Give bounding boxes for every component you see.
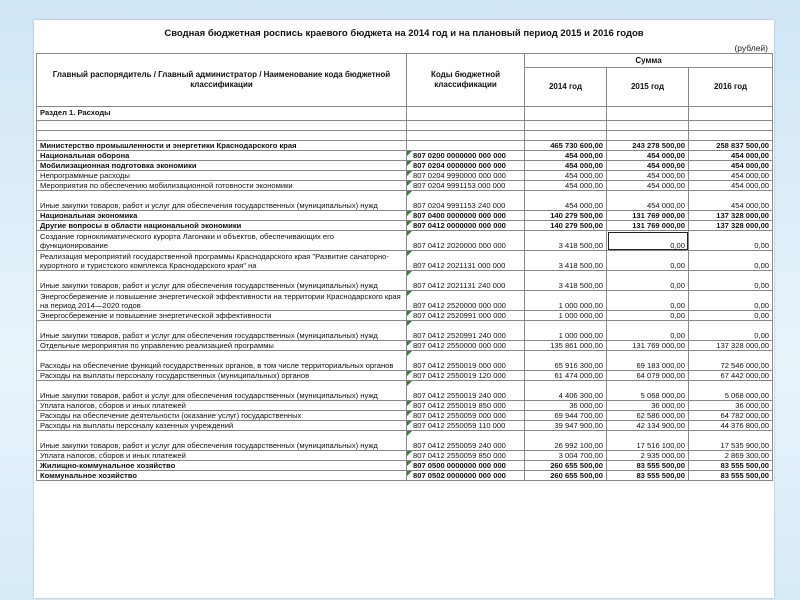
row-value-2015[interactable]: 0,00 bbox=[607, 321, 689, 341]
table-row bbox=[37, 141, 773, 151]
row-value-2016[interactable]: 0,00 bbox=[689, 291, 773, 311]
row-code-cell[interactable]: 807 0412 2550019 240 000 bbox=[407, 381, 525, 401]
row-name-cell[interactable]: Отдельные мероприятия по управлению реализацией программы bbox=[37, 341, 407, 351]
row-value-2015[interactable]: 243 278 500,00 bbox=[607, 141, 689, 151]
header-codes: Коды бюджетной классификации bbox=[407, 54, 525, 107]
row-value-2016[interactable]: 137 328 000,00 bbox=[689, 211, 773, 221]
row-name-cell[interactable]: Иные закупки товаров, работ и услуг для обеспечения государственных (муниципальных) нужд bbox=[37, 191, 407, 211]
row-value-2014[interactable]: 140 279 500,00 bbox=[525, 211, 607, 221]
row-code-cell[interactable]: 807 0200 0000000 000 000 bbox=[407, 151, 525, 161]
row-value-2014[interactable]: 135 861 000,00 bbox=[525, 341, 607, 351]
row-value-2014[interactable]: 3 004 700,00 bbox=[525, 451, 607, 461]
row-value-2015[interactable]: 0,00 bbox=[607, 271, 689, 291]
row-code-cell[interactable]: 807 0204 9991153 000 000 bbox=[407, 181, 525, 191]
table-row bbox=[37, 431, 773, 451]
row-name-cell[interactable]: Энергосбережение и повышение энергетической эффективности bbox=[37, 311, 407, 321]
row-value-2014[interactable]: 3 418 500,00 bbox=[525, 231, 607, 251]
table-row bbox=[37, 221, 773, 231]
table-row bbox=[37, 471, 773, 481]
table-row bbox=[37, 161, 773, 171]
row-name-cell[interactable]: Реализация мероприятий государственной программы Краснодарского края "Развитие санаторно-курортного и туристского комплекса Краснодарского края" на bbox=[37, 251, 407, 271]
row-code-cell[interactable]: 807 0412 2550059 110 000 bbox=[407, 421, 525, 431]
table-row bbox=[37, 211, 773, 221]
row-value-2015[interactable]: 0,00 bbox=[607, 311, 689, 321]
row-value-2016[interactable]: 72 546 000,00 bbox=[689, 351, 773, 371]
row-value-2016[interactable]: 0,00 bbox=[689, 321, 773, 341]
row-name-cell[interactable]: Министерство промышленности и энергетики Краснодарского края bbox=[37, 141, 407, 151]
row-value-2014[interactable]: 260 655 500,00 bbox=[525, 461, 607, 471]
row-name-cell[interactable]: Энергосбережение и повышение энергетической эффективности на территории Краснодарского края на период 2014—2020 годов bbox=[37, 291, 407, 311]
row-name-cell[interactable]: Уплата налогов, сборов и иных платежей bbox=[37, 451, 407, 461]
row-value-2015[interactable]: 0,00 bbox=[607, 231, 689, 251]
row-value-2015[interactable]: 36 000,00 bbox=[607, 401, 689, 411]
row-name-cell[interactable]: Расходы на обеспечение функций государственных органов, в том числе территориальных органов bbox=[37, 351, 407, 371]
row-value-2015[interactable]: 131 769 000,00 bbox=[607, 221, 689, 231]
row-value-2015[interactable]: 69 183 000,00 bbox=[607, 351, 689, 371]
header-year-2015: 2015 год bbox=[607, 68, 689, 107]
row-code-cell[interactable]: 807 0412 2520991 000 000 bbox=[407, 311, 525, 321]
row-value-2015[interactable]: 454 000,00 bbox=[607, 181, 689, 191]
row-name-cell[interactable]: Жилищно-коммунальное хозяйство bbox=[37, 461, 407, 471]
row-value-2014[interactable]: 140 279 500,00 bbox=[525, 221, 607, 231]
row-value-2014[interactable]: 36 000,00 bbox=[525, 401, 607, 411]
row-value-2014[interactable]: 454 000,00 bbox=[525, 151, 607, 161]
row-code-cell[interactable]: 807 0204 9991153 240 000 bbox=[407, 191, 525, 211]
row-value-2014[interactable]: 3 418 500,00 bbox=[525, 251, 607, 271]
table-row bbox=[37, 381, 773, 401]
header-year-2016: 2016 год bbox=[689, 68, 773, 107]
row-value-2015[interactable]: 0,00 bbox=[607, 291, 689, 311]
row-value-2015[interactable]: 62 586 000,00 bbox=[607, 411, 689, 421]
row-value-2016[interactable]: 258 837 500,00 bbox=[689, 141, 773, 151]
row-value-2015[interactable]: 5 068 000,00 bbox=[607, 381, 689, 401]
row-value-2016[interactable]: 64 782 000,00 bbox=[689, 411, 773, 421]
row-value-2014[interactable]: 69 944 700,00 bbox=[525, 411, 607, 421]
row-value-2014[interactable]: 454 000,00 bbox=[525, 181, 607, 191]
row-value-2016[interactable]: 0,00 bbox=[689, 231, 773, 251]
row-value-2015[interactable]: 454 000,00 bbox=[607, 161, 689, 171]
row-value-2016[interactable]: 137 328 000,00 bbox=[689, 221, 773, 231]
row-value-2014[interactable]: 1 000 000,00 bbox=[525, 291, 607, 311]
table-row bbox=[37, 341, 773, 351]
table-row bbox=[37, 251, 773, 271]
row-code-cell[interactable]: 807 0412 2550000 000 000 bbox=[407, 341, 525, 351]
row-value-2016[interactable]: 17 535 900,00 bbox=[689, 431, 773, 451]
table-row bbox=[37, 231, 773, 251]
row-value-2014[interactable]: 65 916 300,00 bbox=[525, 351, 607, 371]
table-row bbox=[37, 321, 773, 341]
table-row bbox=[37, 151, 773, 161]
row-value-2014[interactable]: 260 655 500,00 bbox=[525, 471, 607, 481]
row-code-cell[interactable]: 807 0412 2520000 000 000 bbox=[407, 291, 525, 311]
row-name-cell[interactable]: Мероприятия по обеспечению мобилизационной готовности экономики bbox=[37, 181, 407, 191]
row-name-cell[interactable]: Иные закупки товаров, работ и услуг для обеспечения государственных (муниципальных) нужд bbox=[37, 381, 407, 401]
row-value-2016[interactable]: 67 442 000,00 bbox=[689, 371, 773, 381]
row-value-2014[interactable]: 1 000 000,00 bbox=[525, 321, 607, 341]
row-code-cell[interactable]: 807 0412 2550059 000 000 bbox=[407, 411, 525, 421]
row-code-cell[interactable]: 807 0412 2550059 240 000 bbox=[407, 431, 525, 451]
row-value-2016[interactable]: 0,00 bbox=[689, 251, 773, 271]
row-code-cell[interactable]: 807 0412 2020000 000 000 bbox=[407, 231, 525, 251]
header-sum: Сумма bbox=[525, 54, 773, 68]
table-row bbox=[37, 401, 773, 411]
table-row bbox=[37, 271, 773, 291]
table-row bbox=[37, 351, 773, 371]
row-value-2015[interactable]: 83 555 500,00 bbox=[607, 461, 689, 471]
row-value-2014[interactable]: 454 000,00 bbox=[525, 161, 607, 171]
row-name-cell[interactable]: Другие вопросы в области национальной экономики bbox=[37, 221, 407, 231]
row-value-2014[interactable]: 1 000 000,00 bbox=[525, 311, 607, 321]
table-row bbox=[37, 451, 773, 461]
row-name-cell[interactable]: Расходы на обеспечение деятельности (оказание услуг) государственных bbox=[37, 411, 407, 421]
row-value-2016[interactable]: 454 000,00 bbox=[689, 151, 773, 161]
row-name-cell[interactable]: Иные закупки товаров, работ и услуг для обеспечения государственных (муниципальных) нужд bbox=[37, 431, 407, 451]
table-row bbox=[37, 191, 773, 211]
row-value-2015[interactable]: 454 000,00 bbox=[607, 171, 689, 181]
table-row bbox=[37, 421, 773, 431]
row-value-2016[interactable]: 0,00 bbox=[689, 311, 773, 321]
row-name-cell[interactable]: Создание горноклиматического курорта Лагонаки и объектов, обеспечивающих его функционирование bbox=[37, 231, 407, 251]
row-value-2016[interactable]: 83 555 500,00 bbox=[689, 461, 773, 471]
row-name-cell[interactable]: Расходы на выплаты персоналу казенных учреждений bbox=[37, 421, 407, 431]
row-value-2014[interactable]: 454 000,00 bbox=[525, 191, 607, 211]
row-value-2016[interactable]: 83 555 500,00 bbox=[689, 471, 773, 481]
row-code-cell[interactable]: 807 0412 2550019 120 000 bbox=[407, 371, 525, 381]
row-value-2015[interactable]: 2 935 000,00 bbox=[607, 451, 689, 461]
row-name-cell[interactable]: Иные закупки товаров, работ и услуг для обеспечения государственных (муниципальных) нужд bbox=[37, 321, 407, 341]
row-code-cell[interactable]: 807 0412 2550019 850 000 bbox=[407, 401, 525, 411]
row-name-cell[interactable]: Мобилизационная подготовка экономики bbox=[37, 161, 407, 171]
budget-table bbox=[36, 53, 773, 481]
row-value-2015[interactable]: 131 769 000,00 bbox=[607, 211, 689, 221]
row-code-cell[interactable]: 807 0412 2550019 000 000 bbox=[407, 351, 525, 371]
row-code-cell[interactable]: 807 0412 2021131 000 000 bbox=[407, 251, 525, 271]
table-row bbox=[37, 411, 773, 421]
row-value-2016[interactable]: 2 869 300,00 bbox=[689, 451, 773, 461]
table-row bbox=[37, 311, 773, 321]
header-year-2014: 2014 год bbox=[525, 68, 607, 107]
row-value-2014[interactable]: 61 474 000,00 bbox=[525, 371, 607, 381]
row-value-2015[interactable]: 0,00 bbox=[607, 251, 689, 271]
document-title: Сводная бюджетная роспись краевого бюджета на 2014 год и на плановый период 2015 и 2016 годов bbox=[164, 28, 644, 39]
table-row bbox=[37, 371, 773, 381]
row-value-2014[interactable]: 39 947 900,00 bbox=[525, 421, 607, 431]
row-code-cell[interactable]: 807 0204 0000000 000 000 bbox=[407, 161, 525, 171]
row-value-2016[interactable]: 44 376 800,00 bbox=[689, 421, 773, 431]
row-name-cell[interactable]: Национальная оборона bbox=[37, 151, 407, 161]
row-value-2016[interactable]: 454 000,00 bbox=[689, 161, 773, 171]
row-value-2016[interactable]: 454 000,00 bbox=[689, 181, 773, 191]
row-name-cell[interactable]: Иные закупки товаров, работ и услуг для обеспечения государственных (муниципальных) нужд bbox=[37, 271, 407, 291]
budget-sheet bbox=[34, 20, 774, 598]
row-value-2014[interactable]: 454 000,00 bbox=[525, 171, 607, 181]
table-row bbox=[37, 171, 773, 181]
row-value-2015[interactable]: 83 555 500,00 bbox=[607, 471, 689, 481]
row-value-2015[interactable]: 454 000,00 bbox=[607, 151, 689, 161]
row-value-2014[interactable]: 26 992 100,00 bbox=[525, 431, 607, 451]
row-code-cell[interactable]: 807 0412 2021131 240 000 bbox=[407, 271, 525, 291]
row-value-2015[interactable]: 17 516 100,00 bbox=[607, 431, 689, 451]
row-code-cell[interactable]: 807 0502 0000000 000 000 bbox=[407, 471, 525, 481]
row-code-cell[interactable]: 807 0412 2520991 240 000 bbox=[407, 321, 525, 341]
row-code-cell[interactable]: 807 0500 0000000 000 000 bbox=[407, 461, 525, 471]
row-value-2016[interactable]: 454 000,00 bbox=[689, 191, 773, 211]
row-code-cell[interactable]: 807 0412 2550059 850 000 bbox=[407, 451, 525, 461]
header-name: Главный распорядитель / Главный администратор / Наименование кода бюджетной классификации bbox=[37, 54, 407, 107]
row-value-2016[interactable]: 0,00 bbox=[689, 271, 773, 291]
table-row bbox=[37, 461, 773, 471]
row-value-2014[interactable]: 465 730 600,00 bbox=[525, 141, 607, 151]
row-value-2015[interactable]: 64 079 000,00 bbox=[607, 371, 689, 381]
row-name-cell[interactable]: Национальная экономика bbox=[37, 211, 407, 221]
row-value-2015[interactable]: 42 134 900,00 bbox=[607, 421, 689, 431]
row-value-2014[interactable]: 3 418 500,00 bbox=[525, 271, 607, 291]
row-name-cell[interactable]: Непрограммные расходы bbox=[37, 171, 407, 181]
row-name-cell[interactable]: Расходы на выплаты персоналу государственных (муниципальных) органов bbox=[37, 371, 407, 381]
section-title: Раздел 1. Расходы bbox=[37, 107, 407, 121]
row-value-2016[interactable]: 5 068 000,00 bbox=[689, 381, 773, 401]
table-row bbox=[37, 291, 773, 311]
row-code-cell[interactable] bbox=[407, 141, 525, 151]
row-value-2016[interactable]: 137 328 000,00 bbox=[689, 341, 773, 351]
row-value-2014[interactable]: 4 406 300,00 bbox=[525, 381, 607, 401]
row-value-2015[interactable]: 131 769 000,00 bbox=[607, 341, 689, 351]
row-value-2016[interactable]: 454 000,00 bbox=[689, 171, 773, 181]
currency-unit: (рублей) bbox=[734, 43, 768, 53]
row-name-cell[interactable]: Коммунальное хозяйство bbox=[37, 471, 407, 481]
row-code-cell[interactable]: 807 0204 9990000 000 000 bbox=[407, 171, 525, 181]
row-name-cell[interactable]: Уплата налогов, сборов и иных платежей bbox=[37, 401, 407, 411]
row-code-cell[interactable]: 807 0400 0000000 000 000 bbox=[407, 211, 525, 221]
row-code-cell[interactable]: 807 0412 0000000 000 000 bbox=[407, 221, 525, 231]
table-row bbox=[37, 181, 773, 191]
row-value-2015[interactable]: 454 000,00 bbox=[607, 191, 689, 211]
row-value-2016[interactable]: 36 000,00 bbox=[689, 401, 773, 411]
